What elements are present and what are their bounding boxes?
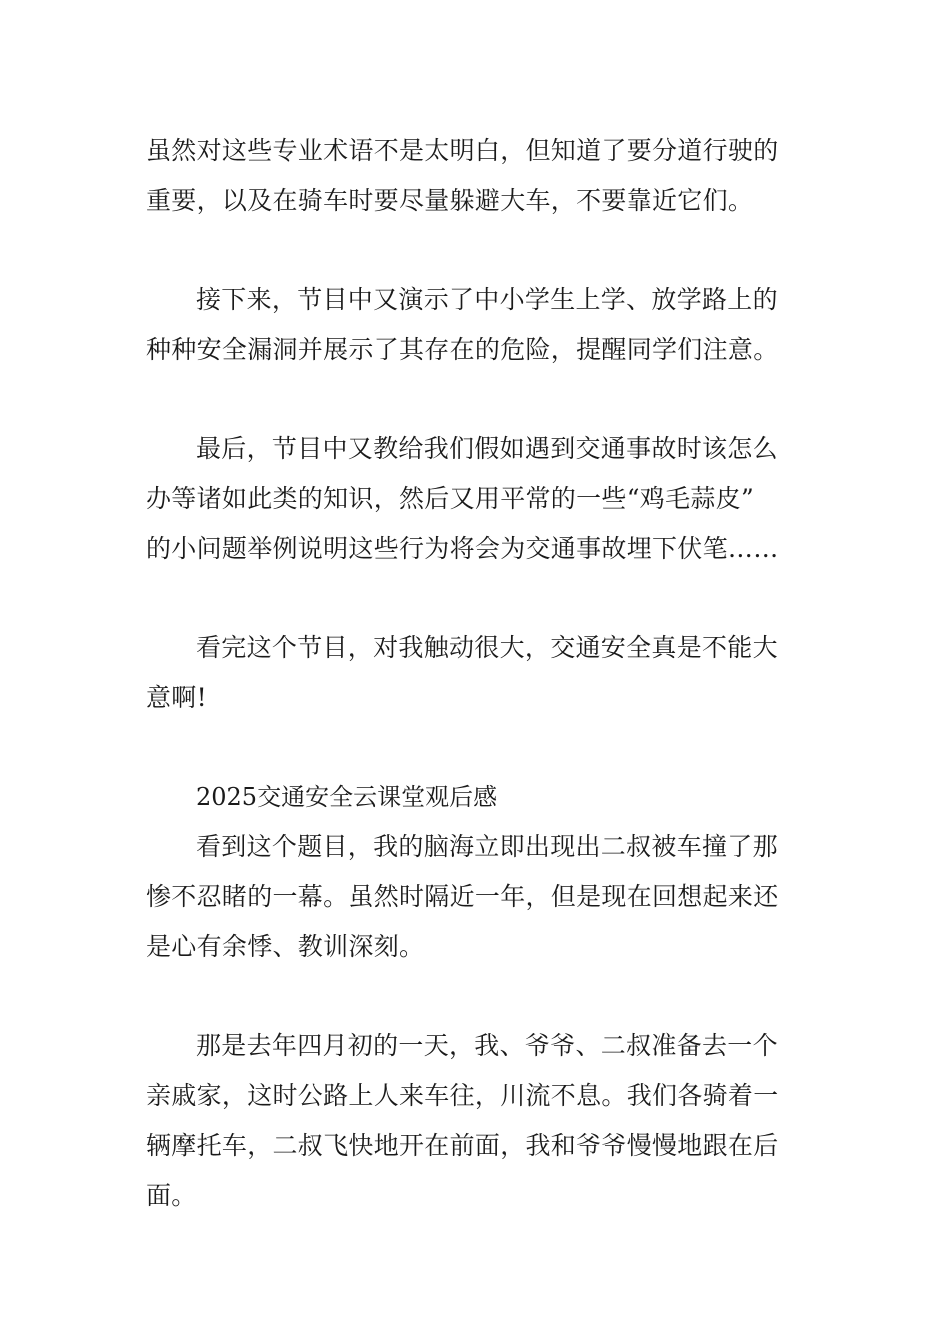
paragraph-5-line-1: 看到这个题目，我的脑海立即出现出二叔被车撞了那 [196,832,778,861]
section-heading: 2025交通安全云课堂观后感 [196,783,498,811]
paragraph-5-line-3: 是心有余悸、教训深刻。 [146,932,425,961]
paragraph-3-line-2: 办等诸如此类的知识，然后又用平常的一些“鸡毛蒜皮” [146,484,755,513]
paragraph-3-line-1: 最后，节目中又教给我们假如遇到交通事故时该怎么 [196,434,778,463]
paragraph-2-line-1: 接下来，节目中又演示了中小学生上学、放学路上的 [196,285,778,314]
paragraph-6-line-2: 亲戚家，这时公路上人来车往，川流不息。我们各骑着一 [146,1081,779,1110]
paragraph-3-line-3: 的小问题举例说明这些行为将会为交通事故埋下伏笔…… [146,534,779,563]
paragraph-4-line-2: 意啊! [146,683,207,712]
paragraph-6-line-3: 辆摩托车，二叔飞快地开在前面，我和爷爷慢慢地跟在后 [146,1131,779,1160]
paragraph-6-line-4: 面。 [146,1181,197,1210]
paragraph-5-line-2: 惨不忍睹的一幕。虽然时隔近一年，但是现在回想起来还 [146,882,779,911]
paragraph-1-line-2: 重要，以及在骑车时要尽量躲避大车，不要靠近它们。 [146,186,754,215]
paragraph-4-line-1: 看完这个节目，对我触动很大，交通安全真是不能大 [196,633,778,662]
paragraph-6-line-1: 那是去年四月初的一天，我、爷爷、二叔准备去一个 [196,1031,778,1060]
paragraph-1-line-1: 虽然对这些专业术语不是太明白，但知道了要分道行驶的 [146,136,779,165]
paragraph-2-line-2: 种种安全漏洞并展示了其存在的危险，提醒同学们注意。 [146,335,779,364]
